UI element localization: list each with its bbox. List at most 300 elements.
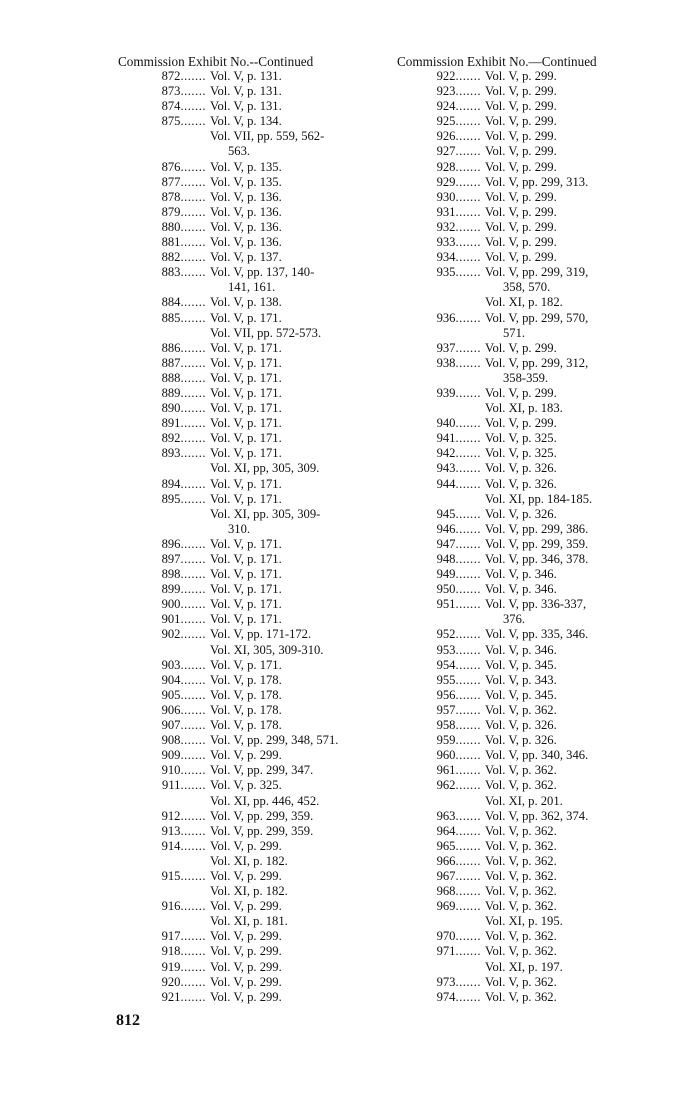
index-entry bbox=[397, 627, 649, 642]
index-entry bbox=[118, 839, 372, 854]
volume-reference: Vol. V, p. 299. bbox=[210, 868, 282, 883]
exhibit-number bbox=[397, 356, 485, 371]
exhibit-number bbox=[118, 733, 210, 748]
exhibit-number bbox=[397, 839, 485, 854]
volume-reference: Vol. V, p. 345. bbox=[485, 657, 557, 672]
exhibit-number bbox=[397, 477, 485, 492]
exhibit-number-text: 958 bbox=[436, 718, 456, 733]
exhibit-number bbox=[118, 839, 210, 854]
exhibit-number-text: 967 bbox=[436, 868, 456, 883]
exhibit-number-text: 914 bbox=[161, 838, 181, 853]
volume-reference: Vol. V, p. 299. bbox=[485, 250, 557, 265]
leader-dots: ....... bbox=[455, 763, 481, 778]
volume-reference: Vol. V, p. 299. bbox=[485, 114, 557, 129]
index-entry bbox=[118, 446, 372, 461]
leader-dots: ....... bbox=[455, 702, 481, 717]
exhibit-number-text: 911 bbox=[162, 778, 181, 793]
exhibit-number-text: 895 bbox=[161, 491, 181, 506]
volume-reference: Vol. V, p. 326. bbox=[485, 506, 557, 521]
index-entry bbox=[118, 522, 372, 537]
volume-reference: Vol. V, p. 135. bbox=[210, 174, 282, 189]
exhibit-number bbox=[397, 658, 485, 673]
exhibit-number bbox=[397, 643, 485, 658]
volume-reference: Vol. XI, p. 182. bbox=[210, 884, 288, 899]
volume-reference: 141, 161. bbox=[228, 280, 276, 295]
volume-reference: Vol. V, p. 325. bbox=[485, 431, 557, 446]
exhibit-number bbox=[397, 975, 485, 990]
leader-dots: ....... bbox=[180, 944, 206, 959]
exhibit-number-text: 973 bbox=[436, 974, 456, 989]
volume-reference: Vol. V, pp. 362, 374. bbox=[485, 808, 589, 823]
exhibit-number bbox=[397, 371, 485, 386]
leader-dots: ....... bbox=[180, 84, 206, 99]
exhibit-number-text: 919 bbox=[161, 959, 181, 974]
exhibit-number bbox=[397, 386, 485, 401]
exhibit-number-text: 903 bbox=[161, 657, 181, 672]
index-entry bbox=[118, 582, 372, 597]
leader-dots: ....... bbox=[180, 159, 206, 174]
index-entry bbox=[397, 461, 649, 476]
exhibit-number bbox=[397, 311, 485, 326]
exhibit-number bbox=[118, 69, 210, 84]
exhibit-number bbox=[397, 401, 485, 416]
exhibit-number-text: 923 bbox=[436, 84, 456, 99]
volume-reference: Vol. V, pp. 299, 359. bbox=[210, 808, 314, 823]
left-column bbox=[118, 54, 372, 1005]
exhibit-number bbox=[118, 431, 210, 446]
volume-reference: Vol. V, pp. 346, 378. bbox=[485, 552, 589, 566]
volume-reference: Vol. V, p. 171. bbox=[210, 431, 282, 446]
leader-dots: ....... bbox=[455, 114, 481, 129]
index-entry bbox=[118, 190, 372, 205]
index-entry bbox=[118, 477, 372, 492]
volume-reference: Vol. XI, pp. 305, 309- bbox=[210, 506, 321, 521]
exhibit-number-text: 932 bbox=[436, 219, 456, 234]
exhibit-number bbox=[118, 809, 210, 824]
exhibit-number-text: 955 bbox=[436, 672, 456, 687]
index-entry bbox=[118, 205, 372, 220]
exhibit-number bbox=[397, 190, 485, 205]
exhibit-number bbox=[397, 809, 485, 824]
index-entry bbox=[397, 794, 649, 809]
index-entry bbox=[118, 884, 372, 899]
volume-reference: Vol. XI, 305, 309-310. bbox=[210, 642, 324, 657]
exhibit-number bbox=[397, 144, 485, 159]
exhibit-number bbox=[118, 114, 210, 129]
volume-reference: Vol. V, p. 345. bbox=[485, 687, 557, 702]
index-entry bbox=[397, 975, 649, 990]
index-entry bbox=[397, 537, 649, 552]
leader-dots: ....... bbox=[455, 250, 481, 265]
exhibit-number-text: 959 bbox=[436, 733, 456, 748]
volume-reference: Vol. V, p. 171. bbox=[210, 552, 282, 566]
exhibit-number-text: 886 bbox=[161, 340, 181, 355]
exhibit-number-text: 962 bbox=[436, 778, 456, 793]
volume-reference: Vol. V, p. 362. bbox=[485, 868, 557, 883]
index-entry bbox=[397, 673, 649, 688]
exhibit-number bbox=[118, 386, 210, 401]
exhibit-number-text: 966 bbox=[436, 853, 456, 868]
exhibit-number bbox=[397, 552, 485, 567]
index-entry bbox=[118, 114, 372, 129]
leader-dots: ....... bbox=[455, 657, 481, 672]
exhibit-number bbox=[118, 824, 210, 839]
index-entry bbox=[397, 703, 649, 718]
exhibit-number bbox=[118, 673, 210, 688]
volume-reference: Vol. V, p. 178. bbox=[210, 687, 282, 702]
volume-reference: Vol. VII, pp. 572-573. bbox=[210, 325, 322, 340]
exhibit-number-text: 956 bbox=[436, 687, 456, 702]
exhibit-number bbox=[118, 643, 210, 658]
exhibit-number-text: 901 bbox=[161, 612, 181, 627]
volume-reference: Vol. V, p. 131. bbox=[210, 84, 282, 99]
exhibit-number-text: 904 bbox=[161, 672, 181, 687]
exhibit-number bbox=[118, 371, 210, 386]
leader-dots: ....... bbox=[455, 355, 481, 370]
exhibit-number bbox=[397, 492, 485, 507]
volume-reference: Vol. VII, pp. 559, 562- bbox=[210, 129, 325, 144]
exhibit-number bbox=[118, 778, 210, 793]
right-column bbox=[397, 54, 649, 1005]
exhibit-number bbox=[397, 703, 485, 718]
exhibit-number-text: 910 bbox=[161, 763, 181, 778]
exhibit-number-text: 957 bbox=[436, 702, 456, 717]
volume-reference: Vol. V, p. 362. bbox=[485, 899, 557, 914]
leader-dots: ....... bbox=[180, 99, 206, 114]
exhibit-number bbox=[118, 552, 210, 567]
index-entry bbox=[118, 975, 372, 990]
leader-dots: ....... bbox=[455, 416, 481, 431]
leader-dots: ....... bbox=[455, 174, 481, 189]
index-entry bbox=[118, 311, 372, 326]
index-entry bbox=[118, 265, 372, 280]
volume-reference: Vol. V, p. 171. bbox=[210, 476, 282, 491]
index-entry bbox=[397, 567, 649, 582]
exhibit-number bbox=[397, 763, 485, 778]
index-entry bbox=[118, 326, 372, 341]
index-entry bbox=[118, 461, 372, 476]
index-entry bbox=[118, 673, 372, 688]
index-entry bbox=[397, 175, 649, 190]
exhibit-number bbox=[118, 688, 210, 703]
index-entry bbox=[397, 416, 649, 431]
leader-dots: ....... bbox=[180, 657, 206, 672]
index-entry bbox=[118, 703, 372, 718]
index-entry bbox=[118, 386, 372, 401]
exhibit-number bbox=[397, 597, 485, 612]
exhibit-number bbox=[397, 235, 485, 250]
exhibit-number-text: 876 bbox=[161, 159, 181, 174]
volume-reference: Vol. V, p. 299. bbox=[210, 944, 282, 959]
index-entry bbox=[397, 612, 649, 627]
leader-dots: ....... bbox=[455, 385, 481, 400]
volume-reference: Vol. V, pp. 299, 348, 571. bbox=[210, 733, 339, 748]
exhibit-number bbox=[118, 899, 210, 914]
exhibit-number-text: 872 bbox=[161, 69, 181, 83]
index-entry bbox=[118, 69, 372, 84]
exhibit-number bbox=[118, 703, 210, 718]
index-entry bbox=[118, 794, 372, 809]
index-entry bbox=[118, 341, 372, 356]
leader-dots: ....... bbox=[180, 687, 206, 702]
exhibit-number-text: 913 bbox=[161, 823, 181, 838]
exhibit-number-text: 908 bbox=[161, 733, 181, 748]
exhibit-number bbox=[397, 794, 485, 809]
exhibit-number-text: 924 bbox=[436, 99, 456, 114]
leader-dots: ....... bbox=[455, 84, 481, 99]
exhibit-number bbox=[118, 129, 210, 144]
leader-dots: ....... bbox=[455, 944, 481, 959]
exhibit-number-text: 926 bbox=[436, 129, 456, 144]
index-entry bbox=[397, 899, 649, 914]
exhibit-number-text: 938 bbox=[436, 355, 456, 370]
leader-dots: ....... bbox=[180, 431, 206, 446]
exhibit-number bbox=[118, 235, 210, 250]
exhibit-number bbox=[118, 884, 210, 899]
leader-dots: ....... bbox=[455, 838, 481, 853]
index-entry bbox=[397, 507, 649, 522]
leader-dots: ....... bbox=[180, 69, 206, 83]
exhibit-number-text: 964 bbox=[436, 823, 456, 838]
exhibit-number-text: 936 bbox=[436, 310, 456, 325]
index-entry bbox=[397, 84, 649, 99]
exhibit-number bbox=[397, 431, 485, 446]
volume-reference: Vol. V, p. 362. bbox=[485, 838, 557, 853]
exhibit-number-text: 907 bbox=[161, 718, 181, 733]
volume-reference: Vol. V, pp. 299, 570, bbox=[485, 310, 589, 325]
exhibit-number-text: 929 bbox=[436, 174, 456, 189]
leader-dots: ....... bbox=[180, 718, 206, 733]
index-entry bbox=[397, 748, 649, 763]
exhibit-number bbox=[118, 854, 210, 869]
index-entry bbox=[397, 869, 649, 884]
exhibit-number-text: 898 bbox=[161, 567, 181, 582]
exhibit-number bbox=[118, 401, 210, 416]
exhibit-number bbox=[118, 446, 210, 461]
exhibit-number-text: 875 bbox=[161, 114, 181, 129]
index-entry bbox=[118, 612, 372, 627]
leader-dots: ....... bbox=[455, 235, 481, 250]
index-entry bbox=[397, 446, 649, 461]
volume-reference: Vol. V, p. 136. bbox=[210, 189, 282, 204]
index-entry bbox=[397, 854, 649, 869]
leader-dots: ....... bbox=[180, 295, 206, 310]
exhibit-number bbox=[118, 960, 210, 975]
volume-reference: Vol. V, p. 343. bbox=[485, 672, 557, 687]
exhibit-number bbox=[118, 869, 210, 884]
leader-dots: ....... bbox=[180, 310, 206, 325]
volume-reference: 563. bbox=[228, 144, 251, 159]
volume-reference: Vol. V, p. 346. bbox=[485, 642, 557, 657]
leader-dots: ....... bbox=[180, 174, 206, 189]
index-entry bbox=[118, 990, 372, 1005]
exhibit-number bbox=[118, 597, 210, 612]
leader-dots: ....... bbox=[455, 733, 481, 748]
volume-reference: Vol. V, p. 346. bbox=[485, 567, 557, 582]
index-entry bbox=[118, 356, 372, 371]
exhibit-number bbox=[118, 461, 210, 476]
index-entry bbox=[118, 175, 372, 190]
leader-dots: ....... bbox=[180, 597, 206, 612]
volume-reference: Vol. V, p. 299. bbox=[210, 974, 282, 989]
exhibit-number-text: 889 bbox=[161, 385, 181, 400]
volume-reference: Vol. V, p. 299. bbox=[485, 235, 557, 250]
exhibit-number bbox=[397, 84, 485, 99]
index-entry bbox=[118, 567, 372, 582]
volume-reference: Vol. V, p. 131. bbox=[210, 69, 282, 83]
index-entry bbox=[397, 190, 649, 205]
volume-reference: Vol. V, p. 299. bbox=[485, 159, 557, 174]
leader-dots: ....... bbox=[455, 687, 481, 702]
volume-reference: Vol. V, p. 178. bbox=[210, 672, 282, 687]
exhibit-number-text: 941 bbox=[436, 431, 456, 446]
exhibit-number bbox=[118, 265, 210, 280]
exhibit-number bbox=[118, 537, 210, 552]
volume-reference: Vol. V, pp. 336-337, bbox=[485, 597, 587, 612]
leader-dots: ....... bbox=[455, 144, 481, 159]
index-entry bbox=[118, 371, 372, 386]
exhibit-number-text: 877 bbox=[161, 174, 181, 189]
volume-reference: Vol. XI, p. 182. bbox=[485, 295, 563, 310]
exhibit-number bbox=[397, 507, 485, 522]
leader-dots: ....... bbox=[180, 838, 206, 853]
volume-reference: Vol. V, p. 171. bbox=[210, 612, 282, 627]
volume-reference: Vol. V, p. 362. bbox=[485, 763, 557, 778]
exhibit-number bbox=[118, 507, 210, 522]
exhibit-number-text: 948 bbox=[436, 552, 456, 566]
leader-dots: ....... bbox=[455, 672, 481, 687]
exhibit-number bbox=[118, 944, 210, 959]
leader-dots: ....... bbox=[180, 219, 206, 234]
exhibit-number-text: 946 bbox=[436, 521, 456, 536]
leader-dots: ....... bbox=[180, 778, 206, 793]
index-entry bbox=[118, 144, 372, 159]
volume-reference: Vol. V, p. 171. bbox=[210, 355, 282, 370]
leader-dots: ....... bbox=[180, 355, 206, 370]
leader-dots: ....... bbox=[180, 340, 206, 355]
volume-reference: Vol. V, p. 325. bbox=[210, 778, 282, 793]
exhibit-number bbox=[118, 205, 210, 220]
leader-dots: ....... bbox=[180, 114, 206, 129]
exhibit-number-text: 900 bbox=[161, 597, 181, 612]
volume-reference: Vol. V, p. 136. bbox=[210, 204, 282, 219]
index-entry bbox=[118, 235, 372, 250]
index-entry bbox=[397, 386, 649, 401]
leader-dots: ....... bbox=[180, 989, 206, 1004]
index-entry bbox=[397, 129, 649, 144]
volume-reference: Vol. V, p. 299. bbox=[485, 219, 557, 234]
exhibit-number bbox=[118, 567, 210, 582]
exhibit-number-text: 883 bbox=[161, 265, 181, 280]
index-entry bbox=[118, 295, 372, 310]
right-column-header: Commission Exhibit No.—Continued bbox=[397, 54, 597, 69]
leader-dots: ....... bbox=[455, 567, 481, 582]
volume-reference: Vol. V, p. 346. bbox=[485, 582, 557, 597]
index-entry bbox=[397, 114, 649, 129]
exhibit-number bbox=[397, 446, 485, 461]
volume-reference: Vol. V, p. 171. bbox=[210, 416, 282, 431]
exhibit-number-text: 947 bbox=[436, 536, 456, 551]
exhibit-number-text: 943 bbox=[436, 461, 456, 476]
exhibit-number-text: 902 bbox=[161, 627, 181, 642]
exhibit-number bbox=[397, 567, 485, 582]
volume-reference: Vol. V, p. 362. bbox=[485, 702, 557, 717]
exhibit-number-text: 949 bbox=[436, 567, 456, 582]
leader-dots: ....... bbox=[455, 868, 481, 883]
exhibit-number-text: 971 bbox=[436, 944, 456, 959]
volume-reference: Vol. V, p. 325. bbox=[485, 446, 557, 461]
volume-reference: Vol. V, p. 138. bbox=[210, 295, 282, 310]
leader-dots: ....... bbox=[455, 461, 481, 476]
exhibit-number-text: 931 bbox=[436, 204, 456, 219]
index-entry bbox=[397, 990, 649, 1005]
exhibit-number-text: 894 bbox=[161, 476, 181, 491]
leader-dots: ....... bbox=[455, 974, 481, 989]
leader-dots: ....... bbox=[180, 763, 206, 778]
exhibit-number-text: 944 bbox=[436, 476, 456, 491]
volume-reference: Vol. XI, p. 197. bbox=[485, 959, 563, 974]
volume-reference: Vol. V, p. 171. bbox=[210, 597, 282, 612]
exhibit-number-text: 968 bbox=[436, 884, 456, 899]
index-entry bbox=[397, 144, 649, 159]
index-entry bbox=[118, 250, 372, 265]
volume-reference: Vol. V, p. 299. bbox=[485, 204, 557, 219]
exhibit-number bbox=[118, 416, 210, 431]
index-entry bbox=[118, 507, 372, 522]
exhibit-number bbox=[397, 175, 485, 190]
exhibit-number bbox=[397, 160, 485, 175]
index-entry bbox=[118, 84, 372, 99]
leader-dots: ....... bbox=[455, 265, 481, 280]
leader-dots: ....... bbox=[455, 536, 481, 551]
leader-dots: ....... bbox=[180, 536, 206, 551]
volume-reference: Vol. V, p. 299. bbox=[485, 340, 557, 355]
exhibit-number-text: 970 bbox=[436, 929, 456, 944]
leader-dots: ....... bbox=[180, 401, 206, 416]
volume-reference: Vol. XI, pp. 184-185. bbox=[485, 491, 593, 506]
volume-reference: Vol. V, pp. 299, 313. bbox=[485, 174, 589, 189]
volume-reference: Vol. V, pp. 299, 312, bbox=[485, 355, 589, 370]
exhibit-number-text: 881 bbox=[161, 235, 181, 250]
index-entry bbox=[397, 69, 649, 84]
volume-reference: Vol. V, p. 136. bbox=[210, 219, 282, 234]
leader-dots: ....... bbox=[180, 748, 206, 763]
volume-reference: Vol. V, pp. 299, 359. bbox=[485, 536, 589, 551]
exhibit-number-text: 953 bbox=[436, 642, 456, 657]
exhibit-number bbox=[397, 416, 485, 431]
leader-dots: ....... bbox=[180, 808, 206, 823]
volume-reference: Vol. V, p. 171. bbox=[210, 536, 282, 551]
exhibit-number-text: 892 bbox=[161, 431, 181, 446]
exhibit-number bbox=[397, 929, 485, 944]
exhibit-number bbox=[118, 160, 210, 175]
index-entry bbox=[118, 627, 372, 642]
volume-reference: Vol. V, p. 362. bbox=[485, 823, 557, 838]
volume-reference: Vol. XI, p. 181. bbox=[210, 914, 288, 929]
volume-reference: Vol. XI, pp. 446, 452. bbox=[210, 793, 320, 808]
index-entry bbox=[118, 748, 372, 763]
index-entry bbox=[397, 160, 649, 175]
volume-reference: Vol. V, pp. 137, 140- bbox=[210, 265, 315, 280]
leader-dots: ....... bbox=[180, 204, 206, 219]
exhibit-number-text: 920 bbox=[161, 974, 181, 989]
volume-reference: Vol. V, p. 299. bbox=[210, 929, 282, 944]
volume-reference: Vol. V, p. 171. bbox=[210, 567, 282, 582]
volume-reference: Vol. V, p. 362. bbox=[485, 853, 557, 868]
exhibit-number bbox=[397, 824, 485, 839]
exhibit-number-text: 928 bbox=[436, 159, 456, 174]
exhibit-number-text: 930 bbox=[436, 189, 456, 204]
